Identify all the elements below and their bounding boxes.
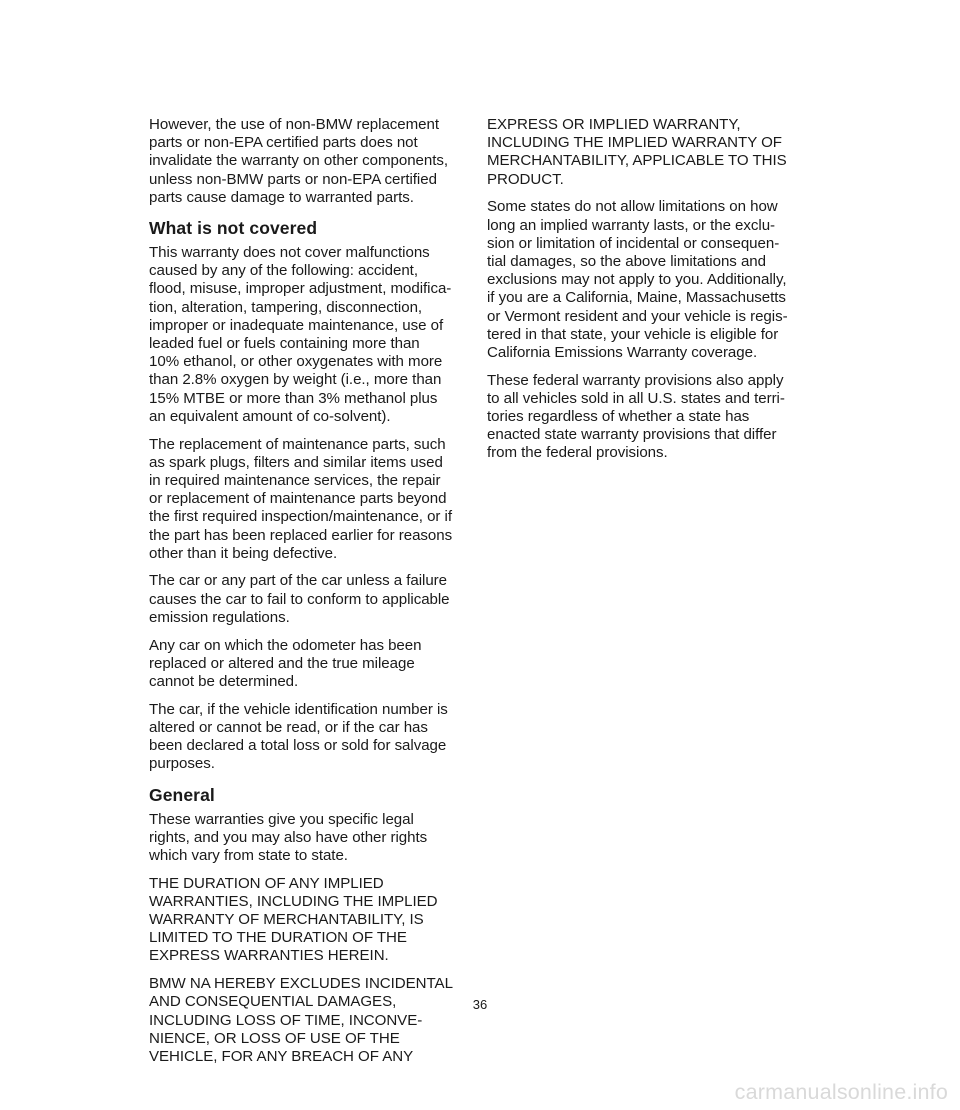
general-paragraph-1: These warranties give you specific legal rights, and you may also have other rights which vary from state to state.	[149, 810, 428, 864]
left-column	[149, 116, 467, 1076]
not-covered-heading: What is not covered	[149, 218, 318, 239]
not-covered-paragraph-4: Any car on which the odometer has been replaced or altered and the true mileage cannot be determined.	[149, 636, 422, 690]
right-paragraph-2: Some states do not allow limitations on how long an implied warranty lasts, or the exclu- sion or limitation of incidental or consequen- tial damages, so the above limitations and exclusions may not apply to you. Additionally, if you are a California, Maine, Massachusetts or Vermont resident and your vehicle is regis- tered in that state, your vehicle is eligible for California Emissions Warranty coverage.	[487, 198, 788, 361]
general-paragraph-3: BMW NA HEREBY EXCLUDES INCIDENTAL AND CONSEQUENTIAL DAMAGES, INCLUDING LOSS OF TIME, INCONVE- NIENCE, OR LOSS OF USE OF THE VEHICLE, FOR ANY BREACH OF ANY	[149, 975, 453, 1065]
page-number: 36	[472, 997, 488, 1012]
general-paragraph-2: THE DURATION OF ANY IMPLIED WARRANTIES, INCLUDING THE IMPLIED WARRANTY OF MERCHANTABILITY, IS LIMITED TO THE DURATION OF THE EXPRESS WARRANTIES HEREIN.	[149, 874, 438, 965]
right-column	[487, 116, 805, 472]
not-covered-paragraph-5: The car, if the vehicle identification number is altered or cannot be read, or if the car has been declared a total loss or sold for salvage purposes.	[149, 700, 448, 773]
not-covered-paragraph-3: The car or any part of the car unless a failure causes the car to fail to conform to applicable emission regulations.	[149, 572, 450, 626]
not-covered-paragraph-1: This warranty does not cover malfunctions caused by any of the following: accident, flood, misuse, improper adjustment, modifica- tion, alteration, tampering, disconnection, improper or inadequate maintenance, use of leaded fuel or fuels containing more than 10% ethanol, or other oxygenates with more than 2.8% oxygen by weight (i.e., more than 15% MTBE or more than 3% methanol plus an equivalent amount of co-solvent).	[149, 244, 452, 425]
general-heading: General	[149, 784, 215, 805]
right-paragraph-3: These federal warranty provisions also apply to all vehicles sold in all U.S. states and terri- tories regardless of whether a state has enacted state warranty provisions that differ from the federal provisions.	[487, 371, 785, 462]
intro-paragraph: However, the use of non-BMW replacement parts or non-EPA certified parts does not invalidate the warranty on other components, unless non-BMW parts or non-EPA certified parts cause damage to warranted parts.	[149, 116, 449, 206]
watermark: carmanualsonline.info	[734, 1080, 948, 1104]
right-paragraph-1: EXPRESS OR IMPLIED WARRANTY, INCLUDING THE IMPLIED WARRANTY OF MERCHANTABILITY, APPLICABLE TO THIS PRODUCT.	[487, 116, 787, 188]
not-covered-paragraph-2: The replacement of maintenance parts, such as spark plugs, filters and similar items used in required maintenance services, the repair or replacement of maintenance parts beyond the first required inspection/maintenance, or if the part has been replaced earlier for reasons other than it being defective.	[149, 435, 453, 562]
